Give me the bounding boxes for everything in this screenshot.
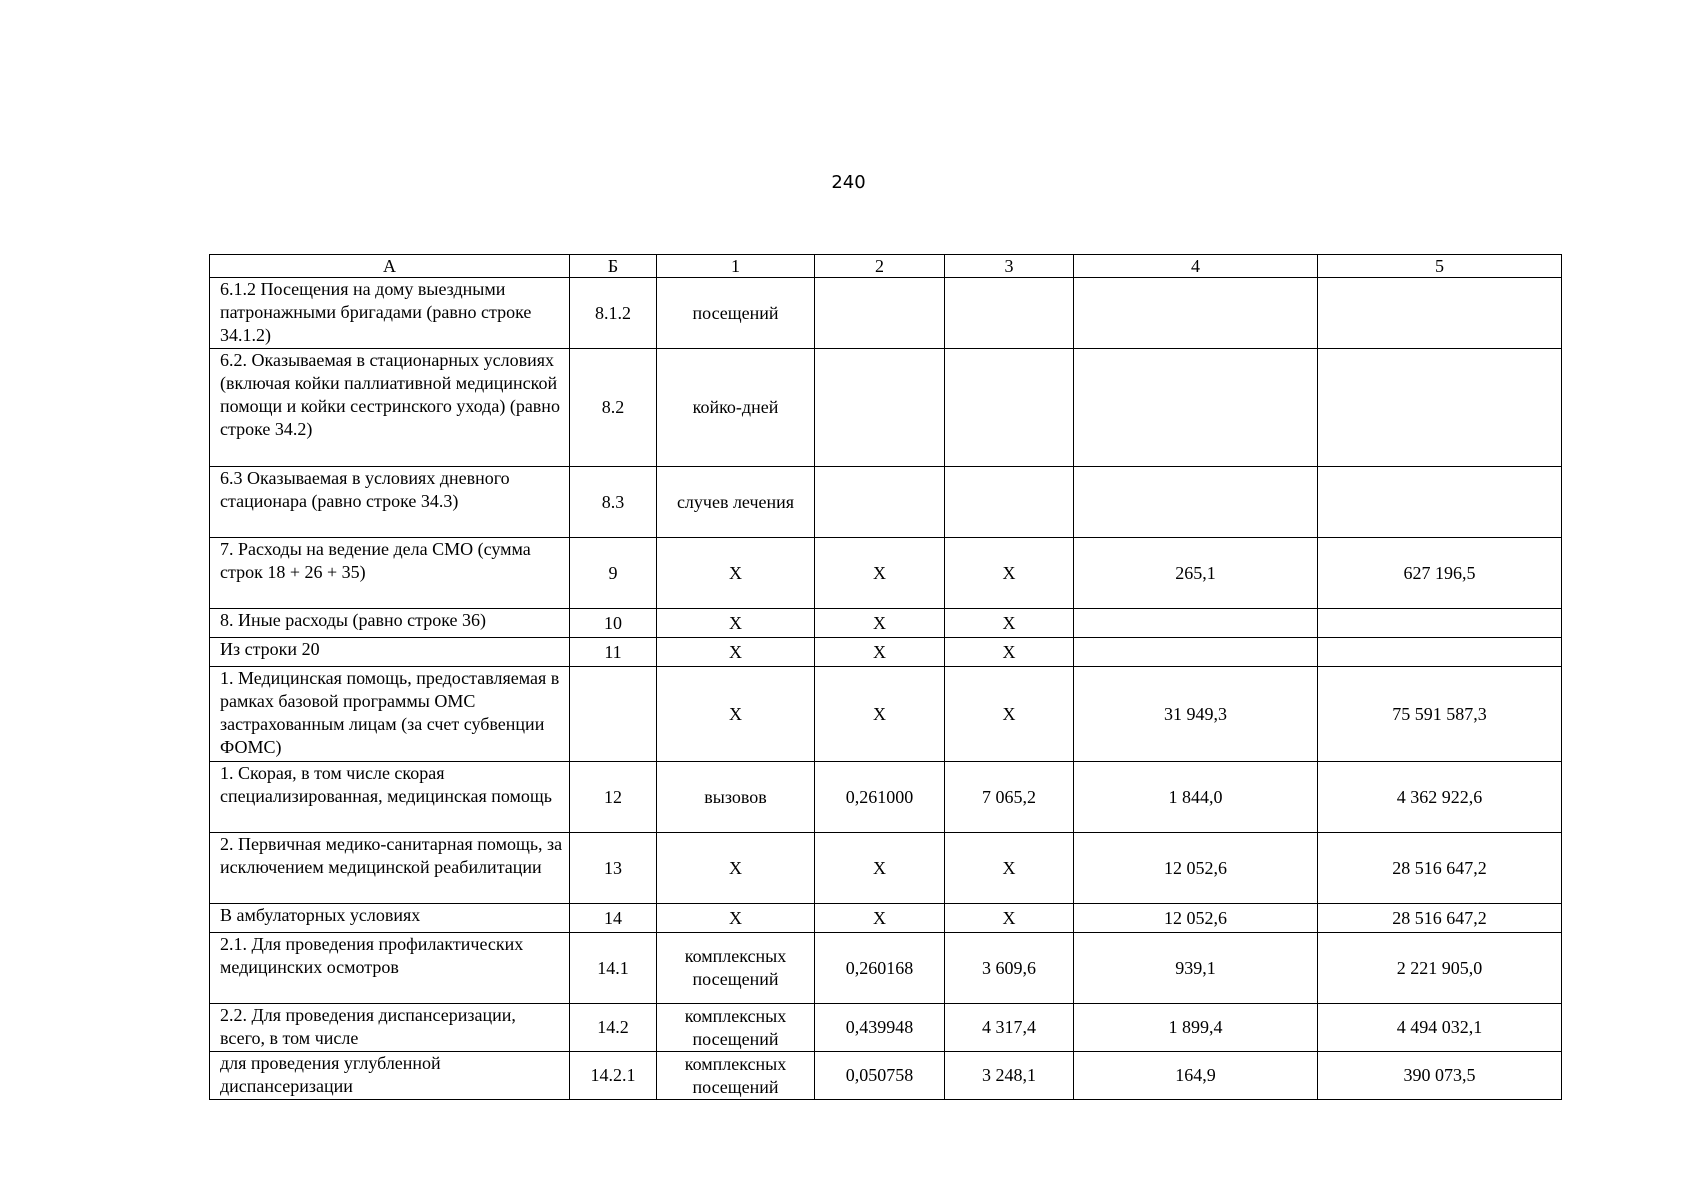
- row-label: 6.2. Оказываемая в стационарных условиях (включая койки паллиативной медицинской помощи и койки сестринского ухода) (равно строке 34.2): [210, 349, 570, 467]
- unit-cell: койко-дней: [657, 349, 815, 467]
- value-cell: [1074, 349, 1318, 467]
- value-cell: 627 196,5: [1318, 538, 1562, 609]
- header-cell: Б: [570, 255, 657, 278]
- value-cell: [815, 278, 945, 349]
- table-row: [210, 349, 1562, 467]
- table-row: [210, 638, 1562, 667]
- header-row: [210, 255, 1562, 278]
- value-cell: Х: [945, 609, 1074, 638]
- row-label: 8. Иные расходы (равно строке 36): [210, 609, 570, 638]
- value-cell: 0,050758: [815, 1052, 945, 1100]
- table-row: [210, 609, 1562, 638]
- value-cell: 12 052,6: [1074, 904, 1318, 933]
- header-cell: 5: [1318, 255, 1562, 278]
- unit-cell: посещений: [657, 278, 815, 349]
- value-cell: [1318, 638, 1562, 667]
- row-code: 14.2.1: [570, 1052, 657, 1100]
- value-cell: 0,260168: [815, 933, 945, 1004]
- value-cell: 164,9: [1074, 1052, 1318, 1100]
- page-number: 240: [831, 172, 866, 193]
- unit-cell: Х: [657, 667, 815, 762]
- value-cell: 28 516 647,2: [1318, 904, 1562, 933]
- unit-cell: случев лечения: [657, 467, 815, 538]
- header-cell: 1: [657, 255, 815, 278]
- header-cell: А: [210, 255, 570, 278]
- row-code: 9: [570, 538, 657, 609]
- value-cell: 75 591 587,3: [1318, 667, 1562, 762]
- row-code: 8.3: [570, 467, 657, 538]
- row-label: 2. Первичная медико-санитарная помощь, за исключением медицинской реабилитации: [210, 833, 570, 904]
- table-row: [210, 667, 1562, 762]
- value-cell: 265,1: [1074, 538, 1318, 609]
- unit-cell: вызовов: [657, 762, 815, 833]
- table-row: [210, 1004, 1562, 1052]
- table-row: [210, 538, 1562, 609]
- value-cell: 1 899,4: [1074, 1004, 1318, 1052]
- unit-cell: Х: [657, 638, 815, 667]
- value-cell: [1074, 467, 1318, 538]
- row-label: В амбулаторных условиях: [210, 904, 570, 933]
- value-cell: [1318, 349, 1562, 467]
- value-cell: 0,439948: [815, 1004, 945, 1052]
- value-cell: [945, 278, 1074, 349]
- unit-cell: Х: [657, 833, 815, 904]
- row-code: 8.1.2: [570, 278, 657, 349]
- row-code: [570, 667, 657, 762]
- row-label: 2.1. Для проведения профилактических медицинских осмотров: [210, 933, 570, 1004]
- header-cell: 4: [1074, 255, 1318, 278]
- unit-cell: Х: [657, 904, 815, 933]
- value-cell: [945, 349, 1074, 467]
- value-cell: 3 248,1: [945, 1052, 1074, 1100]
- value-cell: 0,261000: [815, 762, 945, 833]
- value-cell: 4 362 922,6: [1318, 762, 1562, 833]
- row-label: 7. Расходы на ведение дела СМО (сумма строк 18 + 26 + 35): [210, 538, 570, 609]
- value-cell: 390 073,5: [1318, 1052, 1562, 1100]
- unit-cell: Х: [657, 609, 815, 638]
- value-cell: [1074, 278, 1318, 349]
- value-cell: Х: [815, 904, 945, 933]
- unit-cell: комплексных посещений: [657, 1052, 815, 1100]
- row-label: Из строки 20: [210, 638, 570, 667]
- row-code: 12: [570, 762, 657, 833]
- row-code: 14.2: [570, 1004, 657, 1052]
- value-cell: [815, 349, 945, 467]
- value-cell: 28 516 647,2: [1318, 833, 1562, 904]
- value-cell: Х: [815, 667, 945, 762]
- row-label: 2.2. Для проведения диспансеризации, всего, в том числе: [210, 1004, 570, 1052]
- table-row: [210, 467, 1562, 538]
- row-code: 14: [570, 904, 657, 933]
- row-code: 13: [570, 833, 657, 904]
- value-cell: Х: [815, 609, 945, 638]
- value-cell: 31 949,3: [1074, 667, 1318, 762]
- value-cell: Х: [815, 833, 945, 904]
- value-cell: 939,1: [1074, 933, 1318, 1004]
- row-label: 1. Скорая, в том числе скорая специализированная, медицинская помощь: [210, 762, 570, 833]
- row-code: 8.2: [570, 349, 657, 467]
- value-cell: [1074, 638, 1318, 667]
- unit-cell: Х: [657, 538, 815, 609]
- row-code: 10: [570, 609, 657, 638]
- value-cell: [1318, 278, 1562, 349]
- value-cell: Х: [945, 667, 1074, 762]
- table-row: [210, 904, 1562, 933]
- table-row: [210, 762, 1562, 833]
- data-table: [209, 254, 1562, 1100]
- value-cell: Х: [945, 538, 1074, 609]
- row-code: 11: [570, 638, 657, 667]
- value-cell: [1318, 609, 1562, 638]
- value-cell: 1 844,0: [1074, 762, 1318, 833]
- value-cell: [945, 467, 1074, 538]
- value-cell: 7 065,2: [945, 762, 1074, 833]
- value-cell: [815, 467, 945, 538]
- value-cell: Х: [945, 638, 1074, 667]
- table-row: [210, 933, 1562, 1004]
- value-cell: Х: [815, 538, 945, 609]
- value-cell: 4 317,4: [945, 1004, 1074, 1052]
- value-cell: [1074, 609, 1318, 638]
- row-label: 6.1.2 Посещения на дому выездными патронажными бригадами (равно строке 34.1.2): [210, 278, 570, 349]
- row-label: для проведения углубленной диспансеризации: [210, 1052, 570, 1100]
- row-label: 1. Медицинская помощь, предоставляемая в рамках базовой программы ОМС застрахованным лицам (за счет субвенции ФОМС): [210, 667, 570, 762]
- header-cell: 2: [815, 255, 945, 278]
- value-cell: Х: [815, 638, 945, 667]
- table-row: [210, 278, 1562, 349]
- unit-cell: комплексных посещений: [657, 933, 815, 1004]
- unit-cell: комплексных посещений: [657, 1004, 815, 1052]
- value-cell: 3 609,6: [945, 933, 1074, 1004]
- value-cell: 12 052,6: [1074, 833, 1318, 904]
- table-row: [210, 1052, 1562, 1100]
- value-cell: 4 494 032,1: [1318, 1004, 1562, 1052]
- header-cell: 3: [945, 255, 1074, 278]
- row-code: 14.1: [570, 933, 657, 1004]
- value-cell: Х: [945, 833, 1074, 904]
- value-cell: 2 221 905,0: [1318, 933, 1562, 1004]
- row-label: 6.3 Оказываемая в условиях дневного стационара (равно строке 34.3): [210, 467, 570, 538]
- value-cell: Х: [945, 904, 1074, 933]
- table-row: [210, 833, 1562, 904]
- value-cell: [1318, 467, 1562, 538]
